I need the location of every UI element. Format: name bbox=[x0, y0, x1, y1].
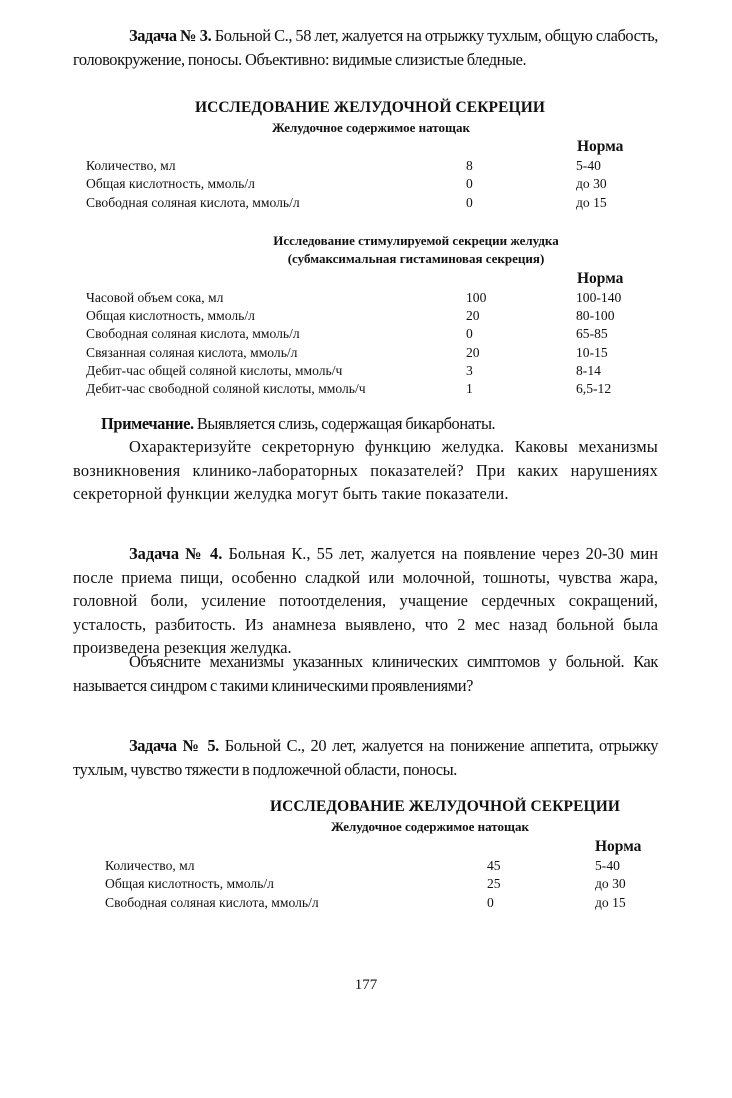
row-value: 0 bbox=[466, 176, 473, 191]
task3-subheading: Желудочное содержимое натощак bbox=[272, 120, 470, 135]
row-label: Количество, мл bbox=[86, 158, 176, 173]
page-number: 177 bbox=[354, 977, 378, 993]
row-norm: 10-15 bbox=[576, 345, 608, 360]
task4-title: Задача № 4. bbox=[129, 544, 223, 563]
task5-heading: ИССЛЕДОВАНИЕ ЖЕЛУДОЧНОЙ СЕКРЕЦИИ bbox=[269, 798, 621, 815]
task5-text: Больной С., 20 лет, жалуется на понижение аппетита, отрыжку тухлым, чувство тяжести в подложечной области, поносы. bbox=[73, 736, 658, 779]
row-norm: до 30 bbox=[576, 176, 607, 191]
row-label: Общая кислотность, ммоль/л bbox=[86, 308, 255, 323]
row-label: Дебит-час общей соляной кислоты, ммоль/ч bbox=[86, 363, 343, 378]
row-value: 1 bbox=[466, 381, 473, 396]
row-norm: 65-85 bbox=[576, 326, 608, 341]
task5-title: Задача № 5. bbox=[129, 736, 219, 755]
row-norm: до 15 bbox=[595, 895, 626, 910]
task3-note bbox=[101, 412, 661, 436]
row-label: Связанная соляная кислота, ммоль/л bbox=[86, 345, 298, 360]
task3-stim-norm-header: Норма bbox=[577, 270, 624, 287]
row-label: Часовой объем сока, мл bbox=[86, 290, 224, 305]
task5-body bbox=[73, 734, 658, 781]
row-value: 45 bbox=[487, 858, 501, 873]
row-label: Свободная соляная кислота, ммоль/л bbox=[86, 195, 300, 210]
task3-question: Охарактеризуйте секреторную функцию желудка. Каковы механизмы возникновения клинико-лабораторных показателей? При каких нарушениях секреторной функции желудка могут быть такие показатели. bbox=[73, 437, 658, 504]
task3-stim-subheading: (субмаксимальная гистаминовая секреция) bbox=[287, 251, 545, 266]
row-label: Свободная соляная кислота, ммоль/л bbox=[105, 895, 319, 910]
task3-stim-table bbox=[86, 290, 646, 400]
note-text: Выявляется слизь, содержащая бикарбонаты. bbox=[193, 414, 496, 433]
task3-text: Больной С., 58 лет, жалуется на отрыжку тухлым, общую слабость, головокружение, поносы. Объективно: видимые слизистые бледные. bbox=[73, 26, 658, 69]
row-value: 0 bbox=[487, 895, 494, 910]
task4-question: Объясните механизмы указанных клинических симптомов у больной. Как называется синдром с такими клиническими проявлениями? bbox=[73, 652, 658, 695]
row-label: Общая кислотность, ммоль/л bbox=[86, 176, 255, 191]
row-label: Количество, мл bbox=[105, 858, 195, 873]
row-norm: до 30 bbox=[595, 876, 626, 891]
row-norm: 5-40 bbox=[595, 858, 620, 873]
task4-body bbox=[73, 542, 658, 660]
row-norm: до 15 bbox=[576, 195, 607, 210]
task3-stim-heading: Исследование стимулируемой секреции желудка bbox=[273, 233, 559, 248]
row-value: 0 bbox=[466, 326, 473, 341]
task5-fasting-table bbox=[105, 858, 665, 918]
row-norm: 5-40 bbox=[576, 158, 601, 173]
row-norm: 8-14 bbox=[576, 363, 601, 378]
row-value: 25 bbox=[487, 876, 501, 891]
row-norm: 80-100 bbox=[576, 308, 615, 323]
task3-norm-header: Норма bbox=[577, 138, 624, 155]
task3-fasting-table bbox=[86, 158, 646, 218]
task3-title: Задача № 3. bbox=[129, 26, 212, 45]
row-value: 20 bbox=[466, 308, 480, 323]
row-label: Свободная соляная кислота, ммоль/л bbox=[86, 326, 300, 341]
row-value: 100 bbox=[466, 290, 487, 305]
row-value: 20 bbox=[466, 345, 480, 360]
row-value: 8 bbox=[466, 158, 473, 173]
row-label: Общая кислотность, ммоль/л bbox=[105, 876, 274, 891]
note-title: Примечание. bbox=[101, 414, 194, 433]
row-label: Дебит-час свободной соляной кислоты, ммоль/ч bbox=[86, 381, 366, 396]
row-norm: 6,5-12 bbox=[576, 381, 612, 396]
task3-heading: ИССЛЕДОВАНИЕ ЖЕЛУДОЧНОЙ СЕКРЕЦИИ bbox=[194, 99, 546, 116]
task5-norm-header: Норма bbox=[595, 838, 642, 855]
row-value: 0 bbox=[466, 195, 473, 210]
task5-subheading: Желудочное содержимое натощак bbox=[331, 819, 529, 834]
row-value: 3 bbox=[466, 363, 473, 378]
task4-text: Больная К., 55 лет, жалуется на появление через 20-30 мин после приема пищи, особенно сладкой или молочной, тошноты, чувства жара, головной боли, усиление потоотделения, учащение сердечных сокращений, усталость, разбитость. Из анамнеза выявлено, что 2 мес назад больной была произведена резекция желудка. bbox=[73, 544, 658, 658]
row-norm: 100-140 bbox=[576, 290, 622, 305]
task3-intro bbox=[73, 24, 658, 71]
